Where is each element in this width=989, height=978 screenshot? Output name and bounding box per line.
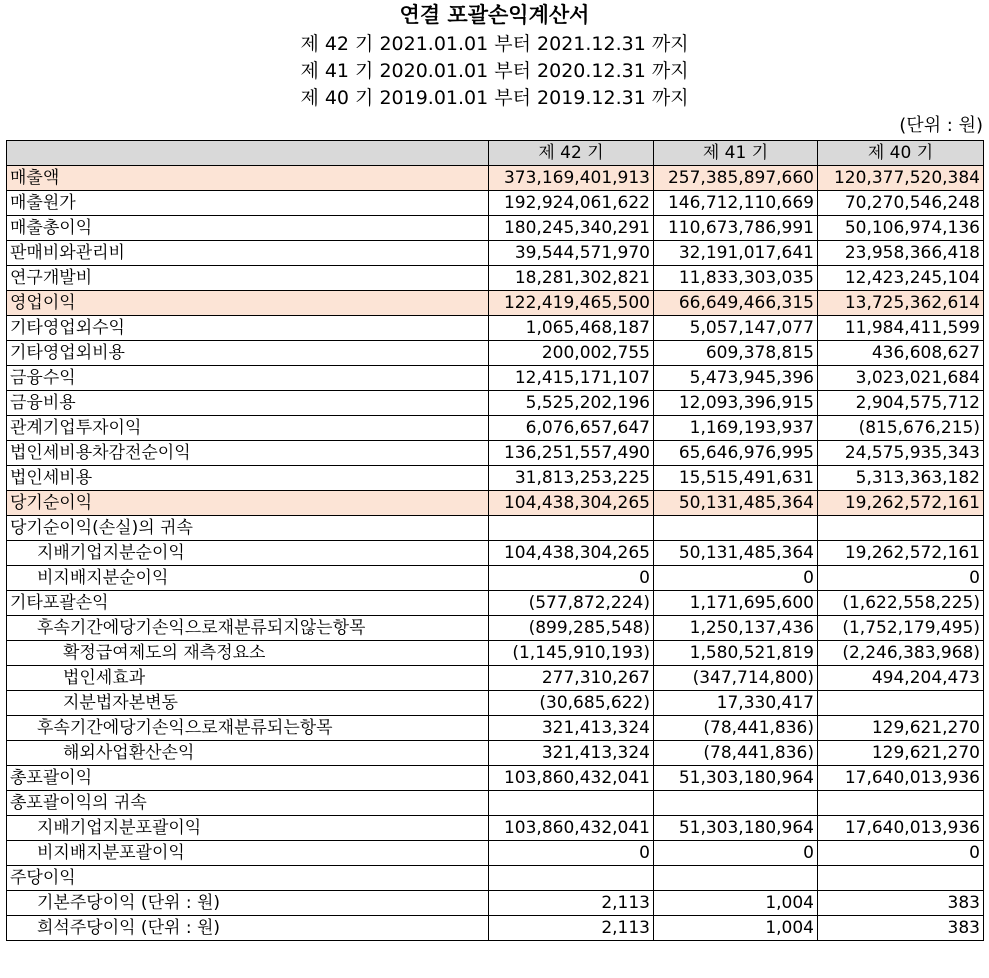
- value-cell-41: [654, 791, 818, 816]
- value-cell-41: (78,441,836): [654, 716, 818, 741]
- value-cell-42: 31,813,253,225: [489, 466, 654, 491]
- table-row: [7, 466, 984, 491]
- value-cell-41: 66,649,466,315: [654, 291, 818, 316]
- value-cell-41: 0: [654, 841, 818, 866]
- value-cell-42: 192,924,061,622: [489, 191, 654, 216]
- table-row: [7, 391, 984, 416]
- header-label-cell: [7, 141, 489, 166]
- value-cell-41: 1,250,137,436: [654, 616, 818, 641]
- row-label: 후속기간에당기손익으로재분류되지않는항목: [7, 616, 489, 641]
- table-row: [7, 891, 984, 916]
- value-cell-42: 18,281,302,821: [489, 266, 654, 291]
- header-period-40: 제 40 기: [818, 141, 984, 166]
- value-cell-42: 200,002,755: [489, 341, 654, 366]
- table-row: [7, 291, 984, 316]
- table-row: [7, 366, 984, 391]
- row-label: 기본주당이익 (단위 : 원): [7, 891, 489, 916]
- row-label: 기타영업외비용: [7, 341, 489, 366]
- value-cell-42: [489, 866, 654, 891]
- value-cell-42: 180,245,340,291: [489, 216, 654, 241]
- value-cell-40: 383: [818, 891, 984, 916]
- table-row: [7, 266, 984, 291]
- row-label: 해외사업환산손익: [7, 741, 489, 766]
- value-cell-41: (347,714,800): [654, 666, 818, 691]
- header-period-42: 제 42 기: [489, 141, 654, 166]
- value-cell-40: 129,621,270: [818, 741, 984, 766]
- value-cell-41: (78,441,836): [654, 741, 818, 766]
- value-cell-41: 12,093,396,915: [654, 391, 818, 416]
- value-cell-40: 23,958,366,418: [818, 241, 984, 266]
- row-label: 당기순이익: [7, 491, 489, 516]
- value-cell-41: [654, 866, 818, 891]
- row-label: 매출총이익: [7, 216, 489, 241]
- value-cell-42: 104,438,304,265: [489, 491, 654, 516]
- row-label: 당기순이익(손실)의 귀속: [7, 516, 489, 541]
- value-cell-42: 104,438,304,265: [489, 541, 654, 566]
- row-label: 매출원가: [7, 191, 489, 216]
- row-label: 연구개발비: [7, 266, 489, 291]
- period-line-41: 제 41 기 2020.01.01 부터 2020.12.31 까지: [300, 60, 689, 82]
- row-label: 금융비용: [7, 391, 489, 416]
- table-row: [7, 541, 984, 566]
- value-cell-42: (577,872,224): [489, 591, 654, 616]
- value-cell-42: 2,113: [489, 891, 654, 916]
- table-row: [7, 241, 984, 266]
- value-cell-40: (2,246,383,968): [818, 641, 984, 666]
- value-cell-40: [818, 691, 984, 716]
- value-cell-41: 17,330,417: [654, 691, 818, 716]
- table-row: [7, 866, 984, 891]
- value-cell-42: 5,525,202,196: [489, 391, 654, 416]
- table-row: [7, 741, 984, 766]
- header-row: [7, 141, 984, 166]
- row-label: 매출액: [7, 166, 489, 191]
- unit-label: (단위 : 원): [899, 115, 983, 136]
- table-row: [7, 516, 984, 541]
- value-cell-42: 136,251,557,490: [489, 441, 654, 466]
- value-cell-40: 11,984,411,599: [818, 316, 984, 341]
- value-cell-41: 51,303,180,964: [654, 816, 818, 841]
- value-cell-42: 103,860,432,041: [489, 816, 654, 841]
- row-label: 후속기간에당기손익으로재분류되는항목: [7, 716, 489, 741]
- table-row: [7, 441, 984, 466]
- value-cell-42: 2,113: [489, 916, 654, 941]
- value-cell-41: 1,580,521,819: [654, 641, 818, 666]
- period-line-40: 제 40 기 2019.01.01 부터 2019.12.31 까지: [300, 87, 689, 109]
- row-label: 총포괄이익의 귀속: [7, 791, 489, 816]
- row-label: 확정급여제도의 재측정요소: [7, 641, 489, 666]
- value-cell-41: 32,191,017,641: [654, 241, 818, 266]
- value-cell-42: 0: [489, 841, 654, 866]
- table-row: [7, 341, 984, 366]
- value-cell-42: 1,065,468,187: [489, 316, 654, 341]
- row-label: 지배기업지분순이익: [7, 541, 489, 566]
- value-cell-40: 0: [818, 566, 984, 591]
- period-line-42: 제 42 기 2021.01.01 부터 2021.12.31 까지: [300, 33, 689, 55]
- income-statement-table: [6, 140, 984, 941]
- row-label: 영업이익: [7, 291, 489, 316]
- value-cell-40: 24,575,935,343: [818, 441, 984, 466]
- row-label: 비지배지분포괄이익: [7, 841, 489, 866]
- row-label: 법인세효과: [7, 666, 489, 691]
- row-label: 판매비와관리비: [7, 241, 489, 266]
- table-row: [7, 566, 984, 591]
- value-cell-40: 120,377,520,384: [818, 166, 984, 191]
- value-cell-40: 436,608,627: [818, 341, 984, 366]
- value-cell-40: (1,622,558,225): [818, 591, 984, 616]
- value-cell-40: 383: [818, 916, 984, 941]
- value-cell-41: 110,673,786,991: [654, 216, 818, 241]
- value-cell-41: 5,473,945,396: [654, 366, 818, 391]
- value-cell-42: 103,860,432,041: [489, 766, 654, 791]
- table-row: [7, 666, 984, 691]
- row-label: 총포괄이익: [7, 766, 489, 791]
- value-cell-40: 5,313,363,182: [818, 466, 984, 491]
- value-cell-41: 1,169,193,937: [654, 416, 818, 441]
- table-row: [7, 791, 984, 816]
- value-cell-41: [654, 516, 818, 541]
- table-row: [7, 191, 984, 216]
- table-row: [7, 691, 984, 716]
- value-cell-41: 50,131,485,364: [654, 541, 818, 566]
- value-cell-40: 19,262,572,161: [818, 491, 984, 516]
- value-cell-41: 5,057,147,077: [654, 316, 818, 341]
- value-cell-41: 257,385,897,660: [654, 166, 818, 191]
- value-cell-40: 129,621,270: [818, 716, 984, 741]
- row-label: 비지배지분순이익: [7, 566, 489, 591]
- value-cell-42: 373,169,401,913: [489, 166, 654, 191]
- value-cell-42: 12,415,171,107: [489, 366, 654, 391]
- value-cell-40: 70,270,546,248: [818, 191, 984, 216]
- value-cell-41: 609,378,815: [654, 341, 818, 366]
- value-cell-40: 17,640,013,936: [818, 766, 984, 791]
- row-label: 법인세비용차감전순이익: [7, 441, 489, 466]
- row-label: 주당이익: [7, 866, 489, 891]
- table-row: [7, 316, 984, 341]
- document-title: 연결 포괄손익계산서: [399, 3, 590, 27]
- value-cell-42: 321,413,324: [489, 741, 654, 766]
- table-row: [7, 916, 984, 941]
- value-cell-42: [489, 516, 654, 541]
- table-row: [7, 591, 984, 616]
- value-cell-40: 3,023,021,684: [818, 366, 984, 391]
- value-cell-42: 277,310,267: [489, 666, 654, 691]
- row-label: 기타영업외수익: [7, 316, 489, 341]
- table-row: [7, 491, 984, 516]
- value-cell-40: (815,676,215): [818, 416, 984, 441]
- value-cell-40: 494,204,473: [818, 666, 984, 691]
- value-cell-41: 1,004: [654, 891, 818, 916]
- value-cell-41: 0: [654, 566, 818, 591]
- value-cell-42: 6,076,657,647: [489, 416, 654, 441]
- row-label: 지배기업지분포괄이익: [7, 816, 489, 841]
- value-cell-40: 0: [818, 841, 984, 866]
- value-cell-40: 50,106,974,136: [818, 216, 984, 241]
- value-cell-42: (30,685,622): [489, 691, 654, 716]
- value-cell-40: 2,904,575,712: [818, 391, 984, 416]
- value-cell-41: 146,712,110,669: [654, 191, 818, 216]
- value-cell-40: 19,262,572,161: [818, 541, 984, 566]
- table-row: [7, 766, 984, 791]
- table-row: [7, 166, 984, 191]
- table-row: [7, 641, 984, 666]
- value-cell-42: 39,544,571,970: [489, 241, 654, 266]
- row-label: 법인세비용: [7, 466, 489, 491]
- value-cell-41: 50,131,485,364: [654, 491, 818, 516]
- value-cell-40: 17,640,013,936: [818, 816, 984, 841]
- value-cell-42: 321,413,324: [489, 716, 654, 741]
- row-label: 금융수익: [7, 366, 489, 391]
- table-row: [7, 716, 984, 741]
- table-row: [7, 816, 984, 841]
- value-cell-40: (1,752,179,495): [818, 616, 984, 641]
- value-cell-40: [818, 791, 984, 816]
- value-cell-41: 11,833,303,035: [654, 266, 818, 291]
- row-label: 기타포괄손익: [7, 591, 489, 616]
- table-row: [7, 841, 984, 866]
- value-cell-41: 15,515,491,631: [654, 466, 818, 491]
- value-cell-40: 13,725,362,614: [818, 291, 984, 316]
- value-cell-42: [489, 791, 654, 816]
- value-cell-42: 122,419,465,500: [489, 291, 654, 316]
- row-label: 희석주당이익 (단위 : 원): [7, 916, 489, 941]
- value-cell-42: 0: [489, 566, 654, 591]
- value-cell-40: [818, 866, 984, 891]
- value-cell-42: (1,145,910,193): [489, 641, 654, 666]
- value-cell-41: 1,004: [654, 916, 818, 941]
- value-cell-42: (899,285,548): [489, 616, 654, 641]
- value-cell-41: 1,171,695,600: [654, 591, 818, 616]
- header-period-41: 제 41 기: [654, 141, 818, 166]
- table-row: [7, 616, 984, 641]
- row-label: 지분법자본변동: [7, 691, 489, 716]
- value-cell-41: 65,646,976,995: [654, 441, 818, 466]
- row-label: 관계기업투자이익: [7, 416, 489, 441]
- table-body: [7, 166, 984, 941]
- table-row: [7, 216, 984, 241]
- value-cell-40: 12,423,245,104: [818, 266, 984, 291]
- table-row: [7, 416, 984, 441]
- value-cell-41: 51,303,180,964: [654, 766, 818, 791]
- value-cell-40: [818, 516, 984, 541]
